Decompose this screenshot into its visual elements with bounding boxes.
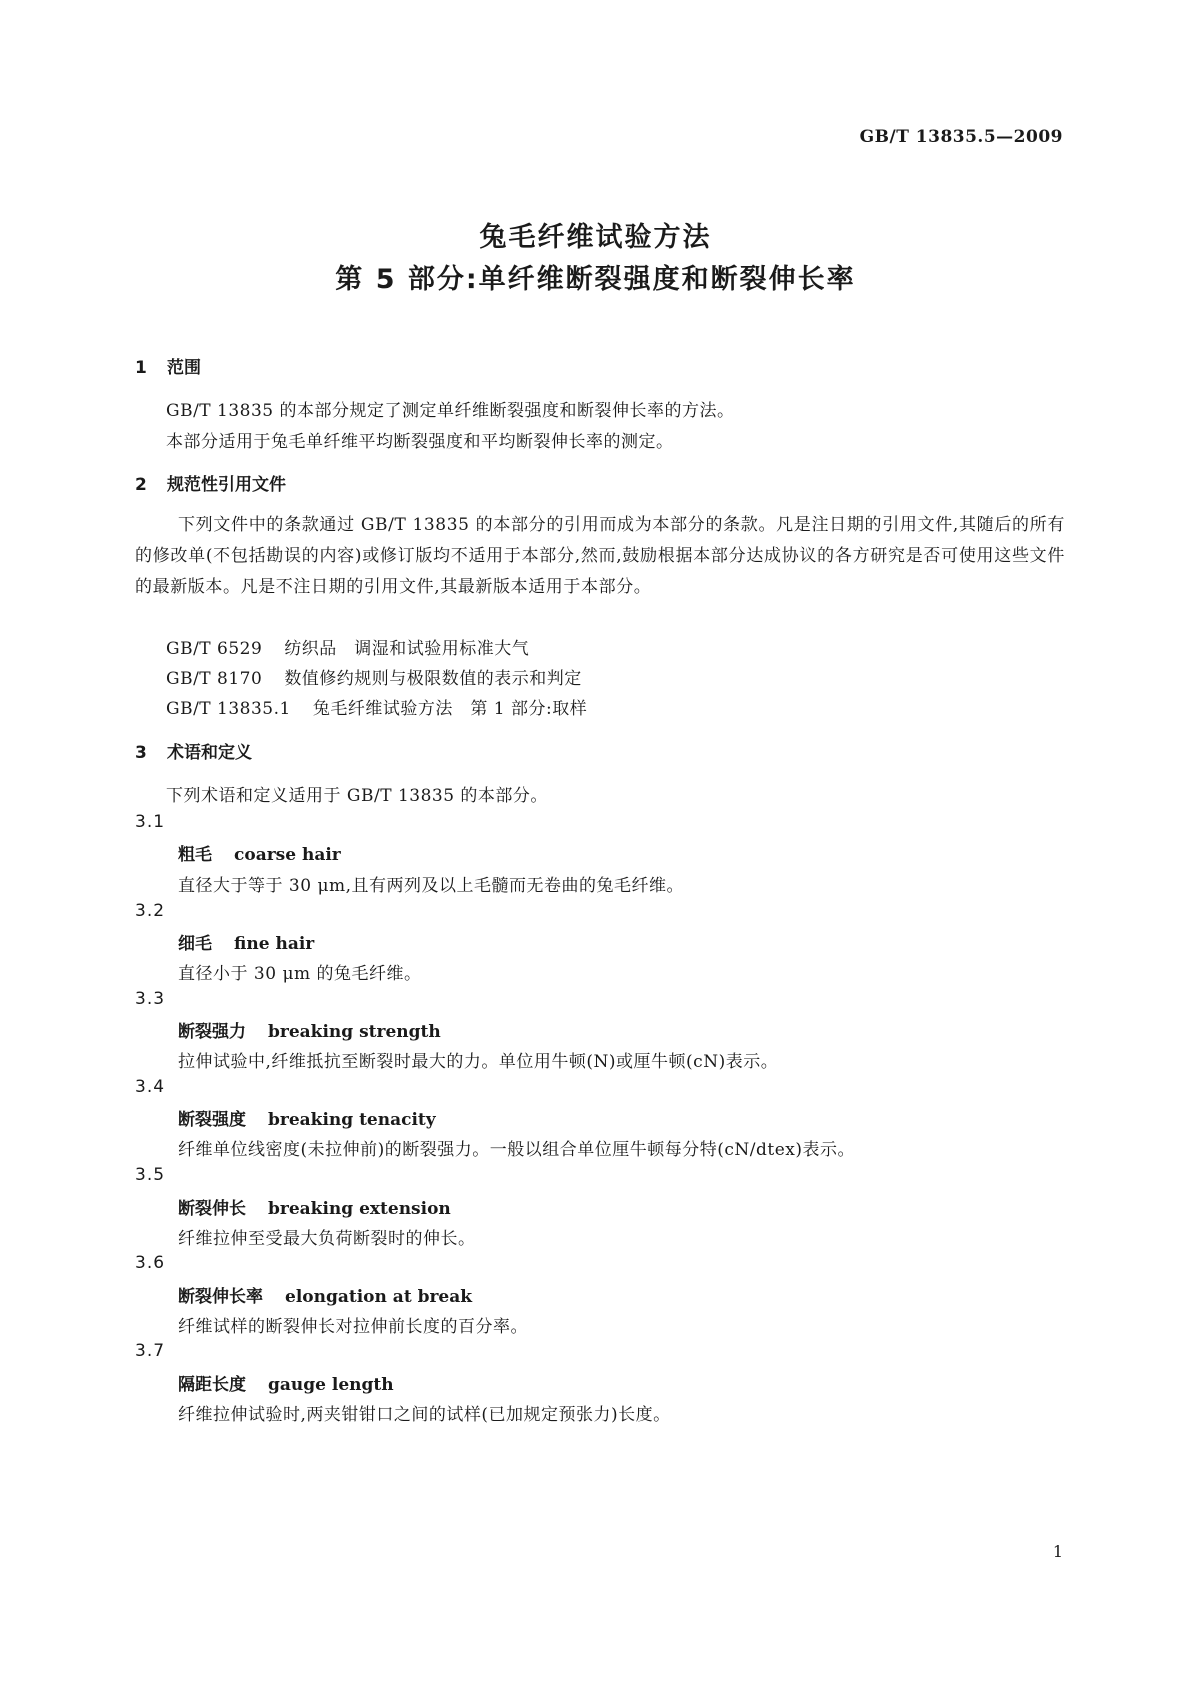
term-en: breaking extension (268, 1199, 451, 1219)
section-title: 规范性引用文件 (167, 475, 286, 495)
term-entry (178, 1105, 436, 1130)
clause-number: 3.4 (135, 1077, 166, 1097)
term-entry (178, 929, 314, 954)
section-number: 1 (135, 358, 147, 378)
term-definition: 直径大于等于 30 μm,且有两列及以上毛髓而无卷曲的兔毛纤维。 (178, 876, 685, 896)
term-zh: 粗毛 (178, 845, 212, 865)
clause-number: 3.6 (135, 1253, 166, 1273)
document-title: 兔毛纤维试验方法 (479, 222, 712, 253)
section-title: 范围 (167, 358, 201, 378)
term-definition: 纤维单位线密度(未拉伸前)的断裂强力。一般以组合单位厘牛顿每分特(cN/dtex)表示。 (178, 1140, 856, 1160)
section-title: 术语和定义 (167, 743, 252, 763)
term-entry (178, 1282, 472, 1307)
clause-number: 3.1 (135, 812, 166, 832)
term-definition: 纤维拉伸至受最大负荷断裂时的伸长。 (178, 1229, 476, 1249)
reference-item (166, 664, 582, 689)
term-en: coarse hair (234, 845, 341, 865)
reference-item (166, 634, 529, 659)
clause-number: 3.7 (135, 1341, 166, 1361)
term-en: breaking strength (268, 1022, 441, 1042)
terms-intro: 下列术语和定义适用于 GB/T 13835 的本部分。 (166, 786, 548, 806)
section-number: 2 (135, 475, 147, 495)
clause-number: 3.5 (135, 1165, 166, 1185)
clause-number: 3.2 (135, 901, 166, 921)
term-zh: 隔距长度 (178, 1375, 246, 1395)
reference-code: GB/T 6529 (166, 639, 263, 659)
term-definition: 拉伸试验中,纤维抵抗至断裂时最大的力。单位用牛顿(N)或厘牛顿(cN)表示。 (178, 1052, 779, 1072)
section-heading-terms (135, 738, 252, 763)
normative-references-paragraph: 下列文件中的条款通过 GB/T 13835 的本部分的引用而成为本部分的条款。凡是注日期的引用文件,其随后的所有的修改单(不包括勘误的内容)或修订版均不适用于本部分,然而,鼓励根据本部分达成协议的各方研究是否可使用这些文件的最新版本。凡是不注日期的引用文件,其最新版本适用于本部分。 (135, 515, 1065, 597)
term-definition: 直径小于 30 μm 的兔毛纤维。 (178, 964, 422, 984)
standard-number: GB/T 13835.5—2009 (859, 127, 1063, 147)
reference-title: 纺织品 调湿和试验用标准大气 (284, 639, 530, 659)
reference-code: GB/T 8170 (166, 669, 263, 689)
term-en: breaking tenacity (268, 1110, 436, 1130)
term-zh: 断裂伸长率 (178, 1287, 263, 1307)
term-en: gauge length (268, 1375, 394, 1395)
scope-line: 本部分适用于兔毛单纤维平均断裂强度和平均断裂伸长率的测定。 (166, 432, 674, 452)
reference-title: 数值修约规则与极限数值的表示和判定 (284, 669, 582, 689)
term-entry (178, 840, 341, 865)
term-zh: 断裂强度 (178, 1110, 246, 1130)
section-number: 3 (135, 743, 147, 763)
term-zh: 断裂强力 (178, 1022, 246, 1042)
reference-code: GB/T 13835.1 (166, 699, 291, 719)
section-heading-normative-references (135, 470, 286, 495)
reference-item (166, 694, 587, 719)
term-en: elongation at break (285, 1287, 473, 1307)
term-entry (178, 1370, 394, 1395)
section-heading-scope (135, 353, 201, 378)
term-entry (178, 1194, 451, 1219)
document-subtitle: 第 5 部分:单纤维断裂强度和断裂伸长率 (335, 264, 856, 295)
term-definition: 纤维试样的断裂伸长对拉伸前长度的百分率。 (178, 1317, 528, 1337)
clause-number: 3.3 (135, 989, 166, 1009)
reference-title: 兔毛纤维试验方法 第 1 部分:取样 (312, 699, 588, 719)
scope-line: GB/T 13835 的本部分规定了测定单纤维断裂强度和断裂伸长率的方法。 (166, 401, 735, 421)
term-en: fine hair (234, 934, 315, 954)
term-zh: 断裂伸长 (178, 1199, 246, 1219)
term-entry (178, 1017, 441, 1042)
term-definition: 纤维拉伸试验时,两夹钳钳口之间的试样(已加规定预张力)长度。 (178, 1405, 671, 1425)
term-zh: 细毛 (178, 934, 212, 954)
page-number: 1 (1052, 1542, 1063, 1561)
